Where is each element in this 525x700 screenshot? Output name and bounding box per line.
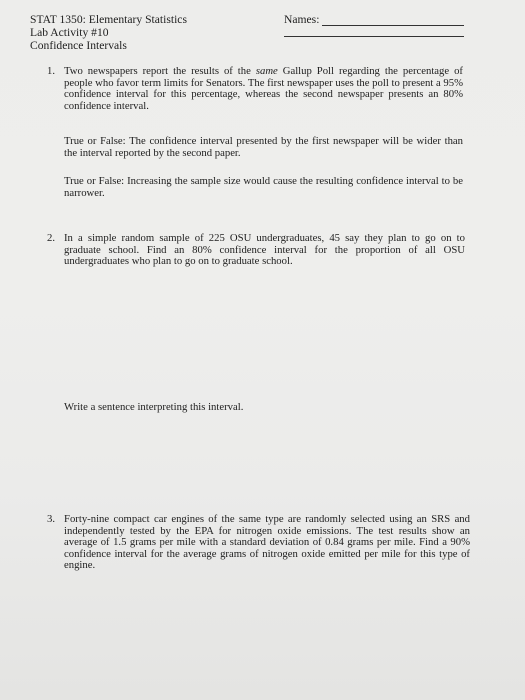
names-field xyxy=(284,13,464,37)
question-text-continued: Gallup Poll regarding the percentage of people who favor term limits for Senators. The first newspaper uses the poll to present a 95% confidence interval for this percentage, whereas the second newspaper presents an 80% confidence interval. xyxy=(64,65,464,112)
question-text: Forty-nine compact car engines of the same type are randomly selected using an SRS and independently tested by the EPA for nitrogen oxide emissions. The test results show an average of 1.5 grams per mile with a standard deviation of 0.84 grams per mile. Find a 90% confidence interval for the average grams of nitrogen oxide emitted per mile for this type of engine. xyxy=(64,513,470,572)
question-1 xyxy=(47,65,464,112)
question-number: 2. xyxy=(47,232,56,244)
question-number: 1. xyxy=(47,65,56,77)
question-3 xyxy=(47,513,470,572)
question-number: 3. xyxy=(47,513,56,525)
worksheet-header xyxy=(30,13,187,52)
names-blank-line-2[interactable] xyxy=(284,36,464,37)
question-text: Two newspapers report the results of the xyxy=(64,65,256,77)
names-label: Names: xyxy=(284,13,320,26)
true-false-statement-1: True or False: The confidence interval presented by the first newspaper will be wider than the interval reported by the second paper. xyxy=(64,135,463,159)
question-emphasis: same xyxy=(255,65,278,77)
course-title: STAT 1350: Elementary Statistics xyxy=(30,13,187,26)
true-false-statement-2: True or False: Increasing the sample size would cause the resulting confidence interval to be narrower. xyxy=(64,175,463,199)
interpretation-prompt: Write a sentence interpreting this interval. xyxy=(64,401,244,413)
topic-title: Confidence Intervals xyxy=(30,39,127,52)
question-2 xyxy=(47,232,465,268)
activity-number: Lab Activity #10 xyxy=(30,26,109,39)
question-text: In a simple random sample of 225 OSU undergraduates, 45 say they plan to go on to graduate school. Find an 80% confidence interval for the proportion of all OSU undergraduates who plan to go on to graduate school. xyxy=(64,232,465,268)
names-blank-line-1[interactable] xyxy=(322,14,464,26)
